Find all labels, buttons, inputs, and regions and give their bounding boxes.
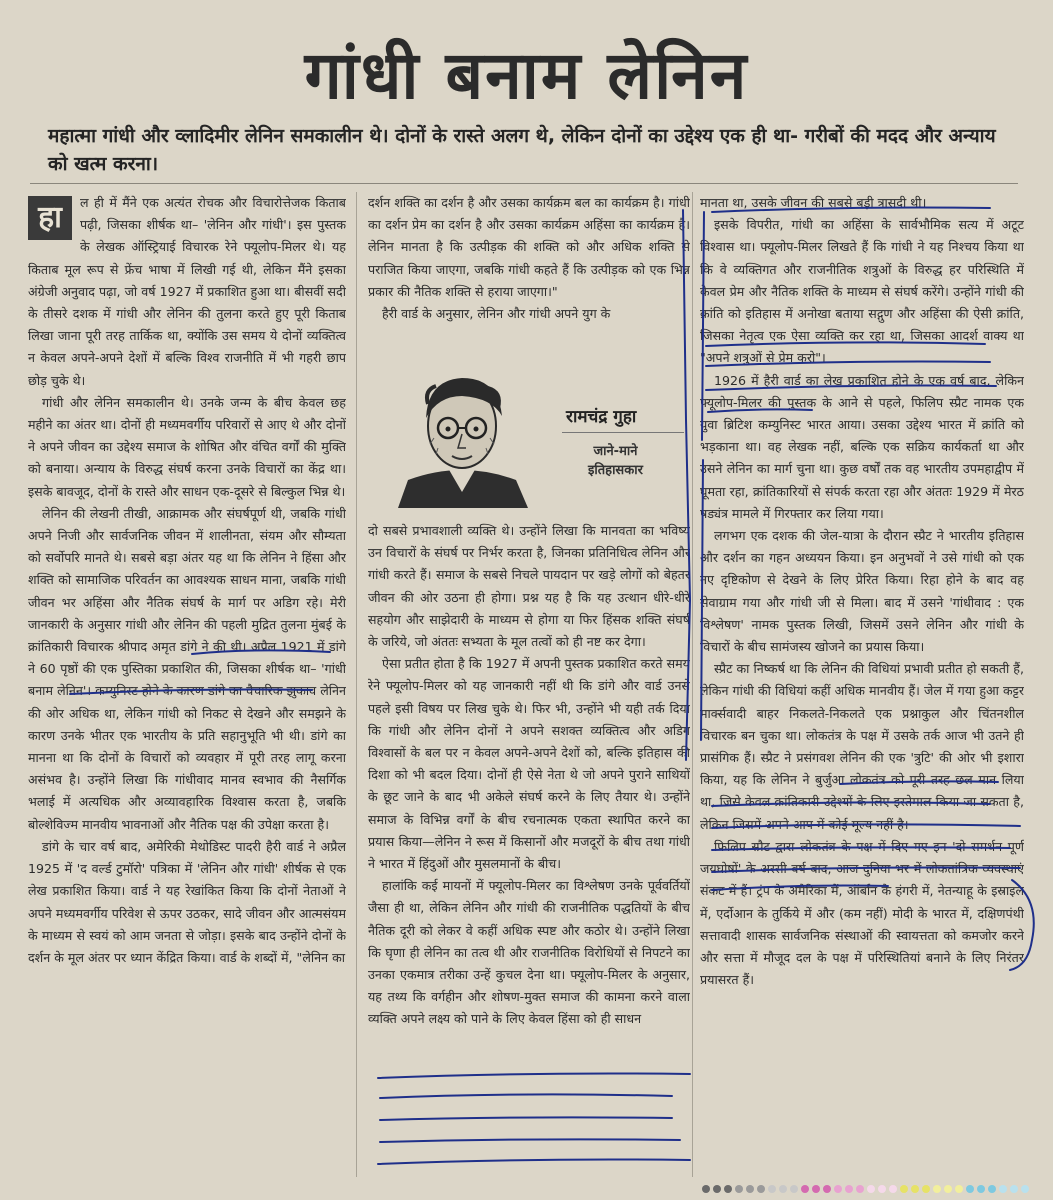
paragraph: हालांकि कई मायनों में फ्यूलोप-मिलर का विश्लेषण उनके पूर्ववर्तियों जैसा ही था, लेकिन लेनिन और गांधी की राजनीतिक पद्धतियों के बीच नैतिक दूरी को लेकर वे कहीं अधिक स्पष्ट और कठोर थे। उन्होंने लिखा कि घृणा ही लेनिन का तत्व थी और राजनीतिक विरोधियों से निपटने का उनका एकमात्र तरीका उन्हें कुचल देना था। फ्यूलोप-मिलर के अनुसार, यह तथ्य कि वर्गहीन और शोषण-मुक्त समाज की कामना करने वाला व्यक्ति अपने लक्ष्य को पाने के लिए केवल हिंसा को ही साधन xyxy=(368,878,690,1027)
color-registration-dot xyxy=(702,1185,710,1193)
paragraph: मानता था, उसके जीवन की सबसे बड़ी त्रासदी थी। xyxy=(700,195,927,210)
paragraph: हैरी वार्ड के अनुसार, लेनिन और गांधी अपने युग के xyxy=(382,306,611,322)
color-registration-dot xyxy=(757,1185,765,1193)
column-1 xyxy=(28,192,346,1182)
color-registration-dot xyxy=(867,1185,875,1193)
paragraph: डांगे के चार वर्ष बाद, अमेरिकी मेथोडिस्ट पादरी हैरी वार्ड ने अप्रैल 1925 में 'द वर्ल्ड टुमॉरो' पत्रिका में 'लेनिन और गांधी' शीर्षक से एक लेख प्रकाशित किया। वार्ड ने यह रेखांकित किया कि दोनों नेताओं ने अपने मध्यमवर्गीय परिवेश से ऊपर उठकर, सादे जीवन और आत्मसंयम के माध्यम से स्वयं को आम जनता से जोड़ा। इसके बाद उन्होंने दोनों के दर्शन के मूल अंतर पर ध्यान केंद्रित किया। वार्ड के शब्दों में, "लेनिन का xyxy=(28,838,346,965)
color-registration-dot xyxy=(933,1185,941,1193)
color-registration-dot xyxy=(801,1185,809,1193)
color-registration-dot xyxy=(944,1185,952,1193)
headline: गांधी बनाम लेनिन xyxy=(304,37,749,114)
column-2-bottom xyxy=(368,520,690,1180)
color-registration-dot xyxy=(724,1185,732,1193)
paragraph: फिलिप स्प्रैट द्वारा लोकतंत्र के पक्ष में दिए गए इन 'दो समर्थन पूर्ण जयघोषों' के अस्सी वर्ष बाद, आज दुनिया भर में लोकतांत्रिक व्यवस्थाएं संकट में हैं। ट्रंप के अमेरिका में, ऑर्बान के हंगरी में, नेतन्याहू के इस्राइल में, एर्दोआन के तुर्किये में और (कम नहीं) मोदी के भारत में, दक्षिणपंथी सत्तावादी शासक सार्वजनिक संस्थाओं की स्वायत्तता को कमजोर करने और सत्ता में मौजूद दल के पक्ष में परिस्थितियां बनाने के लिए निरंतर प्रयासरत हैं। xyxy=(700,838,1024,988)
color-registration-dot xyxy=(713,1185,721,1193)
paragraph: ल ही में मैंने एक अत्यंत रोचक और विचारोत्तेजक किताब पढ़ी, जिसका शीर्षक था– 'लेनिन और गांधी'। इस पुस्तक के लेखक ऑस्ट्रियाई विचारक रेने फ्यूलोप-मिलर थे। यह किताब मूल रूप से फ्रेंच भाषा में लिखी गई थी, लेकिन मैंने इसका अंग्रेजी अनुवाद पढ़ा, जो वर्ष 1927 में प्रकाशित हुआ था। बीसवीं सदी के तीसरे दशक में गांधी और लेनिन की तुलना करते हुए पूरी किताब लिखा जाना पूरी तरह तार्किक था, क्योंकि उस समय ये दोनों व्यक्तित्व न केवल अपने-अपने देशों में बल्कि विश्व राजनीति में भी गहरी छाप छोड़ चुके थे। xyxy=(28,195,346,388)
paragraph: लेनिन की लेखनी तीखी, आक्रामक और संघर्षपूर्ण थी, जबकि गांधी अपने निजी और सार्वजनिक जीवन में शालीनता, संयम और सौम्यता को सर्वोपरि मानते थे। सबसे बड़ा अंतर यह था कि लेनिन ने हिंसा और शक्ति को सामाजिक परिवर्तन का आवश्यक साधन माना, जबकि गांधी जीवन भर अहिंसा और नैतिक संघर्ष के मार्ग पर अडिग रहे। मेरी जानकारी के अनुसार गांधी और लेनिन की पहली मुद्रित तुलना मुंबई के क्रांतिकारी विचारक श्रीपाद अमृत डांगे ने की थी। अप्रैल 1921 में डांगे ने 60 पृष्ठों की एक पुस्तिका प्रकाशित की, जिसका शीर्षक था– 'गांधी बनाम लेनिन'। कम्युनिस्ट होने के कारण डांगे का वैचारिक झुकाव लेनिन की ओर अधिक था, लेकिन गांधी को निकट से देखने और समझने के कारण उनके भीतर एक भारतीय के प्रति सहानुभूति भी थी। डांगे का मानना था कि दोनों के विचारों को व्यवहार में पूरी तरह लागू करना असंभव है। उन्होंने लिखा कि गांधीवाद मानव स्वभाव की नैसर्गिक भलाई में अत्यधिक और अव्यावहारिक विश्वास करता है, जबकि बोल्शेविज्म मानवीय भावनाओं और नैतिक पक्ष की उपेक्षा करता है। xyxy=(28,505,346,832)
deck-divider xyxy=(30,183,1018,184)
paragraph: दर्शन शक्ति का दर्शन है और उसका कार्यक्रम बल का कार्यक्रम है। गांधी का दर्शन प्रेम का दर्शन है और उसका कार्यक्रम अहिंसा का कार्यक्रम है। लेनिन मानता है कि उत्पीड़क की शक्ति को और अधिक शक्ति से पराजित किया जाएगा, जबकि गांधी कहते हैं कि उत्पीड़क को एक भिन्न प्रकार की नैतिक शक्ति से हराया जाएगा।" xyxy=(368,195,690,299)
author-portrait-illustration xyxy=(378,368,546,508)
column-divider xyxy=(692,192,693,1177)
color-registration-dot xyxy=(878,1185,886,1193)
color-registration-dot xyxy=(823,1185,831,1193)
color-registration-dot xyxy=(999,1185,1007,1193)
color-registration-dot xyxy=(768,1185,776,1193)
color-registration-dot xyxy=(977,1185,985,1193)
color-registration-dot xyxy=(1021,1185,1029,1193)
color-registration-dot xyxy=(790,1185,798,1193)
paragraph: ऐसा प्रतीत होता है कि 1927 में अपनी पुस्तक प्रकाशित करते समय रेने फ्यूलोप-मिलर को यह जानकारी नहीं थी कि डांगे और वार्ड उनसे पहले इसी विषय पर लिख चुके थे। फिर भी, उन्होंने भी यही तर्क दिया कि गांधी और लेनिन दोनों ने अपने सशक्त व्यक्तित्व और अडिग विश्वासों के बल पर न केवल अपने-अपने देशों को, बल्कि इतिहास की दिशा को भी बदल दिया। दोनों ही ऐसे नेता थे जो अपने पुराने साथियों के छूट जाने के बाद भी अकेले संघर्ष करने के लिए तैयार थे। उन्होंने समाज के विभिन्न वर्गों के बीच रचनात्मक एकता स्थापित करने का प्रयास किया—लेनिन ने रूस में किसानों और मजदूरों के बीच तथा गांधी ने भारत में हिंदुओं और मुसलमानों के बीच। xyxy=(368,656,690,872)
color-registration-dot xyxy=(922,1185,930,1193)
column-3 xyxy=(700,192,1024,1182)
paragraph: इसके विपरीत, गांधी का अहिंसा के सार्वभौमिक सत्य में अटूट विश्वास था। फ्यूलोप-मिलर लिखते हैं कि गांधी ने यह निश्चय किया था कि वे व्यक्तिगत और राजनीतिक शत्रुओं के विरुद्ध हर परिस्थिति में केवल प्रेम और नैतिक शक्ति के माध्यम से संघर्ष करेंगे। उन्होंने गांधी की क्रांति को इतिहास में अनोखा बताया सद्गुण और अहिंसा की ऐसी क्रांति, जिसका नेतृत्व एक ऐसा व्यक्ति कर रहा था, जिसका आदर्श वाक्य था "अपने शत्रुओं से प्रेम करो"। xyxy=(700,217,1024,366)
author-role xyxy=(588,442,643,480)
color-registration-dot xyxy=(911,1185,919,1193)
print-color-bar xyxy=(700,1184,1040,1194)
color-registration-dot xyxy=(735,1185,743,1193)
author-divider xyxy=(562,432,684,433)
paragraph: गांधी और लेनिन समकालीन थे। उनके जन्म के बीच केवल छह महीने का अंतर था। दोनों ही मध्यमवर्गीय परिवारों से आए थे और दोनों ने अपने जीवन का उद्देश्य समाज के शोषित और वंचित वर्गों की मुक्ति को बनाया। अन्याय के विरुद्ध संघर्ष करना उनके विचारों का केंद्र था। इसके बावजूद, दोनों के रास्ते और साधन एक-दूसरे से बिल्कुल भिन्न थे। xyxy=(28,394,346,499)
paragraph: दो सबसे प्रभावशाली व्यक्ति थे। उन्होंने लिखा कि मानवता का भविष्य उन विचारों के संघर्ष पर निर्भर करता है, जिनका प्रतिनिधित्व लेनिन और गांधी करते हैं। समाज के सबसे निचले पायदान पर खड़े लोगों को बेहतर जीवन की ओर उठना ही होगा। प्रश्न यह है कि यह उत्थान धीरे-धीरे सहयोग और साझेदारी के माध्यम से होगा या फिर हिंसक शक्ति संघर्ष के जरिये, जो अंततः सभ्यता के मूल तत्वों को ही नष्ट कर देगा। xyxy=(368,523,690,650)
color-registration-dot xyxy=(746,1185,754,1193)
color-registration-dot xyxy=(834,1185,842,1193)
color-registration-dot xyxy=(988,1185,996,1193)
paragraph: लगभग एक दशक की जेल-यात्रा के दौरान स्प्रैट ने भारतीय इतिहास और दर्शन का गहन अध्ययन किया। इन अनुभवों ने उसे गांधी को एक नए दृष्टिकोण से देखने के लिए प्रेरित किया। रिहा होने के बाद वह सेवाग्राम गया और गांधी जी से मिला। बाद में उसने 'गांधीवाद : एक विश्लेषण' नामक पुस्तक लिखी, जिसमें उसने लेनिन और गांधी के विचारों के बीच सामंजस्य खोजने का प्रयास किया। xyxy=(700,528,1024,655)
deck-subheading: महात्मा गांधी और व्लादिमीर लेनिन समकालीन थे। दोनों के रास्ते अलग थे, लेकिन दोनों का उद्देश्य एक ही था- गरीबों की मदद और अन्याय को खत्म करना। xyxy=(48,125,996,175)
column-2-top xyxy=(368,192,690,368)
column-divider xyxy=(356,192,357,1177)
author-role-line: जाने-माने xyxy=(593,444,638,459)
color-registration-dot xyxy=(1010,1185,1018,1193)
color-registration-dot xyxy=(955,1185,963,1193)
color-registration-dot xyxy=(900,1185,908,1193)
color-registration-dot xyxy=(856,1185,864,1193)
color-registration-dot xyxy=(966,1185,974,1193)
author-box xyxy=(368,368,690,516)
author-name: रामचंद्र गुहा xyxy=(566,407,637,427)
color-registration-dot xyxy=(779,1185,787,1193)
color-registration-dot xyxy=(889,1185,897,1193)
color-registration-dot xyxy=(845,1185,853,1193)
drop-cap: हा xyxy=(28,196,72,240)
color-registration-dot xyxy=(812,1185,820,1193)
paragraph: 1926 में हैरी वार्ड का लेख प्रकाशित होने के एक वर्ष बाद, लेकिन फ्यूलोप-मिलर की पुस्तक के आने से पहले, फिलिप स्प्रैट नामक एक युवा ब्रिटिश कम्युनिस्ट भारत आया। उसका उद्देश्य भारत में क्रांति को भड़काना था। वह लेखक नहीं, बल्कि एक सक्रिय कार्यकर्ता था और उसने लेनिन का मार्ग चुना था। कुछ वर्षों तक वह भारतीय उपमहाद्वीप में घूमता रहा, क्रांतिकारियों से संपर्क करता रहा और अंततः 1929 में मेरठ षड्यंत्र मामले में गिरफ्तार कर लिया गया। xyxy=(700,372,1024,521)
author-role-line: इतिहासकार xyxy=(588,463,643,478)
paragraph: स्प्रैट का निष्कर्ष था कि लेनिन की विधियां प्रभावी प्रतीत हो सकती हैं, लेकिन गांधी की विधियां कहीं अधिक मानवीय हैं। जेल में गया हुआ कट्टर मार्क्सवादी बाहर निकलते-निकलते एक प्रश्नाकुल और चिंतनशील विचारक बन चुका था। लोकतंत्र के पक्ष में उसके तर्क आज भी उतने ही प्रासंगिक हैं। स्प्रैट ने प्रसंगवश लेनिन की एक 'त्रुटि' की ओर भी इशारा किया, यह कि लेनिन ने बुर्जुआ लोकतंत्र को पूरी तरह छल मान लिया था, जिसे केवल क्रांतिकारी उद्देश्यों के लिए इस्तेमाल किया जा सकता है, लेकिन जिसमें अपने आप में कोई मूल्य नहीं है। xyxy=(700,661,1024,832)
